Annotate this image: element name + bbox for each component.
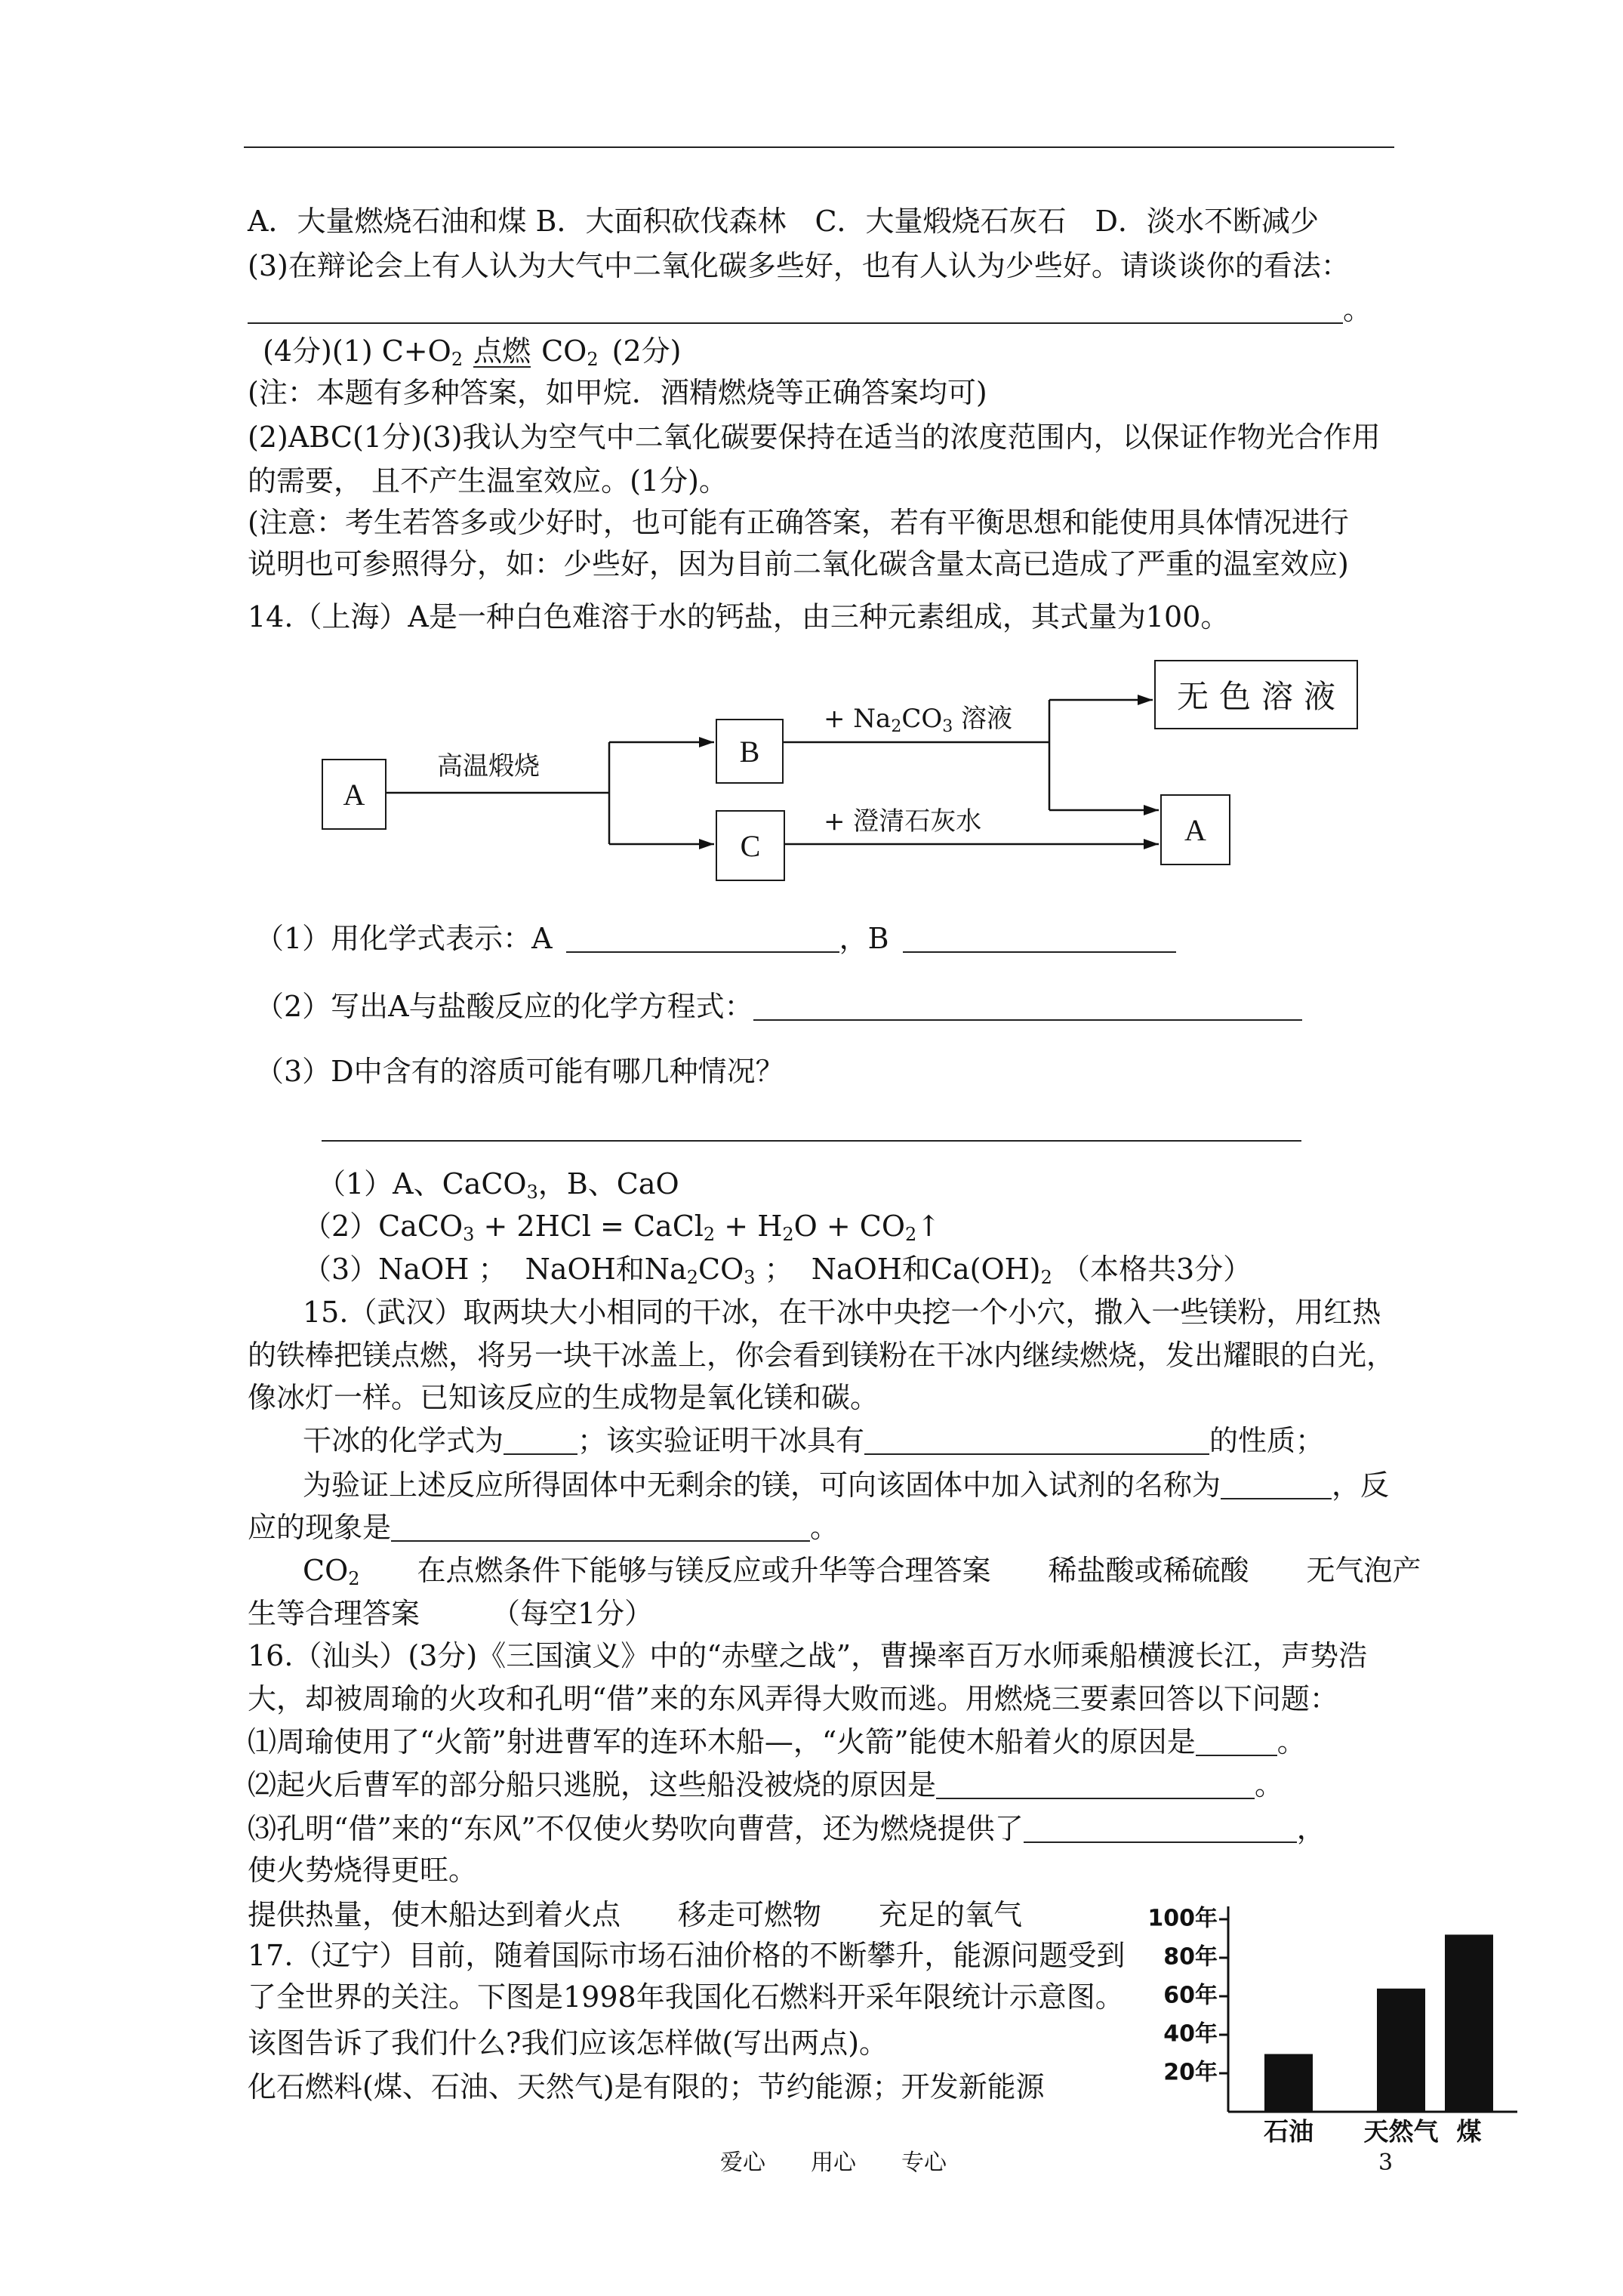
q17-answer: 化石燃料(煤、石油、天然气)是有限的；节约能源；开发新能源 bbox=[248, 2070, 1045, 2103]
answer-blank bbox=[1221, 1475, 1332, 1499]
box-label: A bbox=[343, 777, 365, 812]
subscript: 2 bbox=[905, 1224, 917, 1245]
edge-label-na2co3 bbox=[824, 702, 1012, 735]
answer-text: （本格共3分） bbox=[1052, 1253, 1252, 1286]
category-label: 煤 bbox=[1456, 2116, 1482, 2147]
box-label: C bbox=[740, 828, 761, 863]
q14-answer-3 bbox=[303, 1251, 1252, 1287]
question-text: 。 bbox=[1277, 1725, 1306, 1758]
box-label: A bbox=[1184, 812, 1206, 847]
question-text: 应的现象是 bbox=[248, 1511, 392, 1544]
header-rule bbox=[244, 146, 1394, 148]
subscript: 3 bbox=[526, 1182, 538, 1203]
subscript: 3 bbox=[942, 717, 953, 736]
subscript: 3 bbox=[744, 1267, 756, 1288]
q15-stem-line1: 15.（武汉）取两块大小相同的干冰，在干冰中央挖一个小穴，撒入一些镁粉，用红热 bbox=[303, 1296, 1381, 1329]
chart-bar bbox=[1445, 1934, 1493, 2112]
q15-fill-line1 bbox=[303, 1422, 1324, 1459]
q15-answer-line1 bbox=[303, 1552, 1421, 1589]
answer-text: （2）CaCO bbox=[303, 1210, 463, 1243]
q13-part3-prompt: (3)在辩论会上有人认为大气中二氧化碳多些好，也有人认为少些好。请谈谈你的看法： bbox=[248, 249, 1350, 282]
subscript: 2 bbox=[451, 349, 463, 370]
answer-blank bbox=[391, 1518, 810, 1542]
q13-remark-line1: (注意：考生若答多或少好时，也可能有正确答案，若有平衡思想和能使用具体情况进行 bbox=[248, 506, 1349, 539]
y-tick-label: 20年 bbox=[1163, 2059, 1218, 2086]
q17-stem-line3: 该图告诉了我们什么?我们应该怎样做(写出两点)。 bbox=[248, 2026, 888, 2060]
question-text: ，B bbox=[839, 922, 889, 955]
q14-answer-1 bbox=[317, 1166, 679, 1202]
y-tick-label: 80年 bbox=[1163, 1943, 1218, 1971]
equation-product: CO bbox=[541, 334, 587, 368]
answer-text: + 2HCl = CaCl bbox=[474, 1210, 704, 1243]
answer-text: ； NaOH和Ca(OH) bbox=[755, 1253, 1041, 1286]
q16-answer: 提供热量，使木船达到着火点 移走可燃物 充足的氧气 bbox=[248, 1898, 1023, 1931]
subscript: 2 bbox=[891, 717, 902, 736]
diagram-box-a bbox=[322, 759, 387, 830]
equation-score: (2分) bbox=[611, 334, 682, 368]
q13-answer-part2-3-line1: (2)ABC(1分)(3)我认为空气中二氧化碳要保持在适当的浓度范围内，以保证作物光合作用 bbox=[248, 421, 1381, 454]
answer-text: CO bbox=[698, 1253, 744, 1286]
category-label: 石油 bbox=[1264, 2116, 1313, 2147]
q14-question-2 bbox=[255, 988, 1302, 1025]
footer-motto: 爱心 用心 专心 bbox=[720, 2150, 947, 2176]
answer-blank bbox=[936, 1775, 1255, 1799]
q14-answer-2 bbox=[303, 1208, 941, 1244]
edge-label-text: 溶液 bbox=[953, 704, 1013, 734]
q13-options: A．大量燃烧石油和煤 B．大面积砍伐森林 C．大量煅烧石灰石 D．淡水不断减少 bbox=[248, 205, 1319, 238]
q15-stem-line3: 像冰灯一样。已知该反应的生成物是氧化镁和碳。 bbox=[248, 1381, 879, 1414]
answer-text: （3）NaOH ； NaOH和Na bbox=[303, 1253, 687, 1286]
diagram-box-b bbox=[716, 719, 784, 784]
edge-label-calcine: 高温煅烧 bbox=[437, 751, 540, 781]
answer-blank bbox=[504, 1431, 577, 1455]
q13-answer-equation bbox=[263, 333, 681, 369]
edge-label-text: CO bbox=[901, 704, 943, 734]
subscript: 2 bbox=[587, 349, 599, 370]
q13-part3-end: 。 bbox=[1343, 293, 1372, 326]
answer-text: ，B、CaO bbox=[537, 1167, 679, 1200]
question-text: 。 bbox=[1255, 1768, 1284, 1801]
y-tick-label: 40年 bbox=[1163, 2020, 1218, 2048]
q15-stem-line2: 的铁棒把镁点燃，将另一块干冰盖上，你会看到镁粉在干冰内继续燃烧，发出耀眼的白光， bbox=[248, 1339, 1396, 1372]
question-text: ，反 bbox=[1332, 1469, 1390, 1502]
y-tick-label: 60年 bbox=[1163, 1982, 1218, 2009]
answer-blank bbox=[903, 929, 1176, 953]
question-text: （2）写出A与盐酸反应的化学方程式： bbox=[255, 990, 753, 1023]
question-text: ⑶孔明“借”来的“东风”不仅使火势吹向曹营，还为燃烧提供了 bbox=[248, 1812, 1024, 1845]
category-label: 天然气 bbox=[1363, 2116, 1439, 2147]
answer-blank bbox=[864, 1431, 1209, 1455]
subscript: 2 bbox=[703, 1224, 716, 1245]
question-text: 为验证上述反应所得固体中无剩余的镁，可向该固体中加入试剂的名称为 bbox=[303, 1469, 1221, 1502]
question-text: ⑵起火后曹军的部分船只逃脱，这些船没被烧的原因是 bbox=[248, 1768, 937, 1801]
edge-label-text: + Na bbox=[824, 704, 892, 734]
box-label: B bbox=[739, 734, 760, 769]
question-text: 的性质； bbox=[1209, 1424, 1325, 1457]
answer-text: O + CO bbox=[793, 1210, 906, 1243]
q14-question-1 bbox=[255, 920, 1176, 957]
q17-stem-line2: 了全世界的关注。下图是1998年我国化石燃料开采年限统计示意图。 bbox=[248, 1980, 1124, 2014]
diagram-box-a-result bbox=[1160, 794, 1230, 865]
fossil-fuel-bar-chart bbox=[1144, 1891, 1521, 2152]
subscript: 2 bbox=[348, 1568, 360, 1589]
answer-blank bbox=[566, 929, 839, 953]
answer-text: + H bbox=[715, 1210, 783, 1243]
q17-stem-line1: 17.（辽宁）目前，随着国际市场石油价格的不断攀升，能源问题受到 bbox=[248, 1939, 1126, 1972]
y-tick-label: 100年 bbox=[1147, 1905, 1218, 1932]
diagram-box-colorless-solution bbox=[1154, 660, 1358, 729]
answer-blank bbox=[1196, 1732, 1277, 1756]
q15-fill-line2 bbox=[303, 1467, 1389, 1503]
answer-text: （1）A、CaCO bbox=[317, 1167, 527, 1200]
q16-stem-line1: 16.（汕头）(3分)《三国演义》中的“赤壁之战”，曹操率百万水师乘船横渡长江，声势浩 bbox=[248, 1639, 1368, 1672]
q16-part-3-continued: 使火势烧得更旺。 bbox=[248, 1854, 478, 1887]
q15-fill-line3 bbox=[248, 1509, 839, 1546]
q14-stem: 14.（上海）A是一种白色难溶于水的钙盐，由三种元素组成，其式量为100。 bbox=[248, 600, 1230, 633]
chart-bar bbox=[1377, 1989, 1425, 2112]
q13-part3-answer-line bbox=[248, 291, 1372, 328]
subscript: 3 bbox=[463, 1224, 475, 1245]
equation-reactants: (4分)(1) C+O bbox=[263, 334, 451, 368]
question-text: 。 bbox=[810, 1511, 839, 1544]
question-text: ；该实验证明干冰具有 bbox=[577, 1424, 865, 1457]
question-text: ⑴周瑜使用了“火箭”射进曹军的连环木船—，“火箭”能使木船着火的原因是 bbox=[248, 1725, 1196, 1758]
answer-text: ↑ bbox=[916, 1210, 941, 1243]
q16-part-1 bbox=[248, 1724, 1306, 1760]
q16-part-3 bbox=[248, 1811, 1326, 1847]
answer-blank bbox=[1024, 1819, 1297, 1843]
answer-blank bbox=[753, 997, 1302, 1021]
question-text: （1）用化学式表示：A bbox=[255, 922, 553, 955]
answer-blank bbox=[248, 300, 1343, 324]
edge-label-limewater: + 澄清石灰水 bbox=[824, 806, 982, 837]
diagram-box-c bbox=[716, 810, 785, 881]
q13-remark-line2: 说明也可参照得分，如：少些好，因为目前二氧化碳含量太高已造成了严重的温室效应) bbox=[248, 547, 1349, 581]
q13-answer-part2-3-line2: 的需要， 且不产生温室效应。(1分)。 bbox=[248, 464, 728, 498]
question-text: 干冰的化学式为 bbox=[303, 1424, 504, 1457]
page-number: 3 bbox=[1378, 2150, 1394, 2176]
q15-answer-line2: 生等合理答案 （每空1分） bbox=[248, 1597, 654, 1630]
question-text: ， bbox=[1296, 1812, 1326, 1845]
q14-question-3: （3）D中含有的溶质可能有哪几种情况？ bbox=[255, 1055, 784, 1088]
answer-line bbox=[322, 1140, 1301, 1142]
answer-text: 在点燃条件下能够与镁反应或升华等合理答案 稀盐酸或稀硫酸 无气泡产 bbox=[359, 1554, 1421, 1587]
q16-part-2 bbox=[248, 1767, 1283, 1803]
chart-bar bbox=[1264, 2054, 1313, 2113]
answer-text: CO bbox=[303, 1554, 349, 1587]
q16-stem-line2: 大，却被周瑜的火攻和孔明“借”来的东风弄得大败而逃。用燃烧三要素回答以下问题： bbox=[248, 1682, 1338, 1715]
subscript: 2 bbox=[1040, 1267, 1052, 1288]
subscript: 2 bbox=[686, 1267, 698, 1288]
box-label: 无色溶液 bbox=[1176, 680, 1346, 715]
reaction-condition: 点燃 bbox=[473, 334, 531, 368]
q13-answer-note: (注：本题有多种答案，如甲烷．酒精燃烧等正确答案均可) bbox=[248, 376, 987, 409]
subscript: 2 bbox=[782, 1224, 794, 1245]
